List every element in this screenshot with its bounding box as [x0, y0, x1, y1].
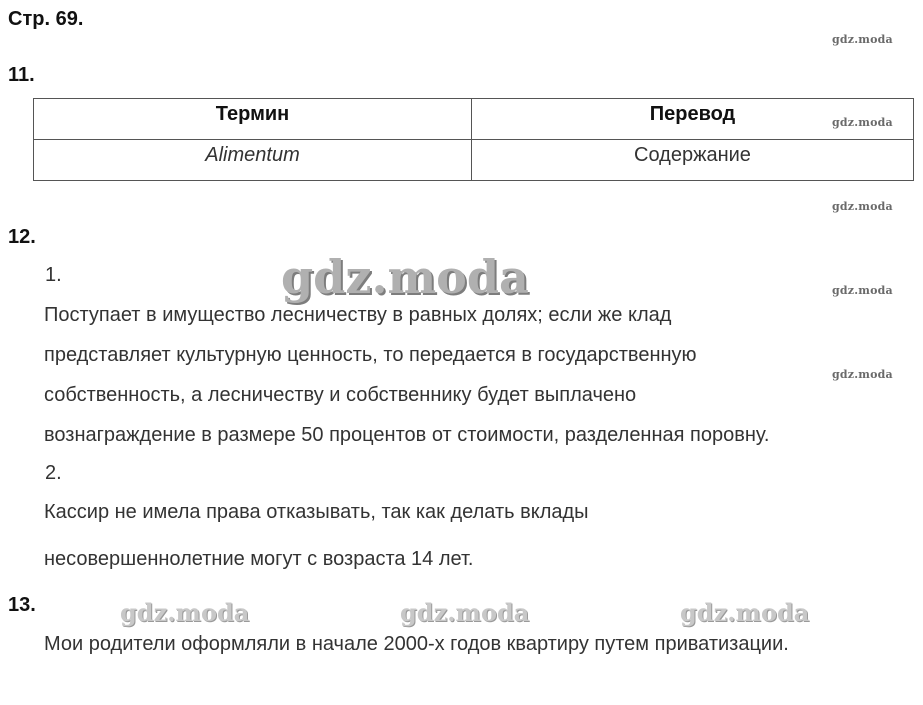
text-line: вознаграждение в размере 50 процентов от стоимости, разделенная поровну.: [44, 424, 770, 446]
list-item-label: 1.: [45, 264, 62, 286]
watermark: gdz.moda: [832, 116, 893, 129]
table-header-cell: Термин: [34, 99, 472, 140]
watermark: gdz.moda: [832, 284, 893, 297]
text-line: представляет культурную ценность, то передается в государственную: [44, 344, 697, 366]
table-header-cell: Перевод: [472, 99, 914, 140]
section-number: 11.: [8, 64, 35, 86]
watermark: gdz.moda: [832, 368, 893, 381]
text-line: несовершеннолетние могут с возраста 14 лет.: [44, 548, 474, 570]
text-line: собственность, а лесничеству и собственнику будет выплачено: [44, 384, 637, 406]
watermark: gdz.moda: [120, 598, 250, 627]
watermark: gdz.moda: [832, 33, 893, 46]
watermark: gdz.moda: [680, 598, 810, 627]
text-line: Поступает в имущество лесничеству в равных долях; если же клад: [44, 304, 672, 326]
section-number: 12.: [8, 226, 36, 248]
section-number: 13.: [8, 594, 36, 616]
page-title: Стр. 69.: [8, 8, 84, 30]
text-line: Мои родители оформляли в начале 2000-х годов квартиру путем приватизации.: [44, 633, 789, 655]
text-line: Кассир не имела права отказывать, так как делать вклады: [44, 501, 589, 523]
table-cell: Содержание: [472, 140, 914, 181]
list-item-label: 2.: [45, 462, 62, 484]
table-cell: Alimentum: [34, 140, 472, 181]
table-header-row: [34, 99, 914, 140]
table-row: [34, 140, 914, 181]
terms-table: [33, 98, 914, 181]
watermark: gdz.moda: [832, 200, 893, 213]
watermark: gdz.moda: [400, 598, 530, 627]
watermark-large: gdz.moda: [281, 250, 529, 304]
